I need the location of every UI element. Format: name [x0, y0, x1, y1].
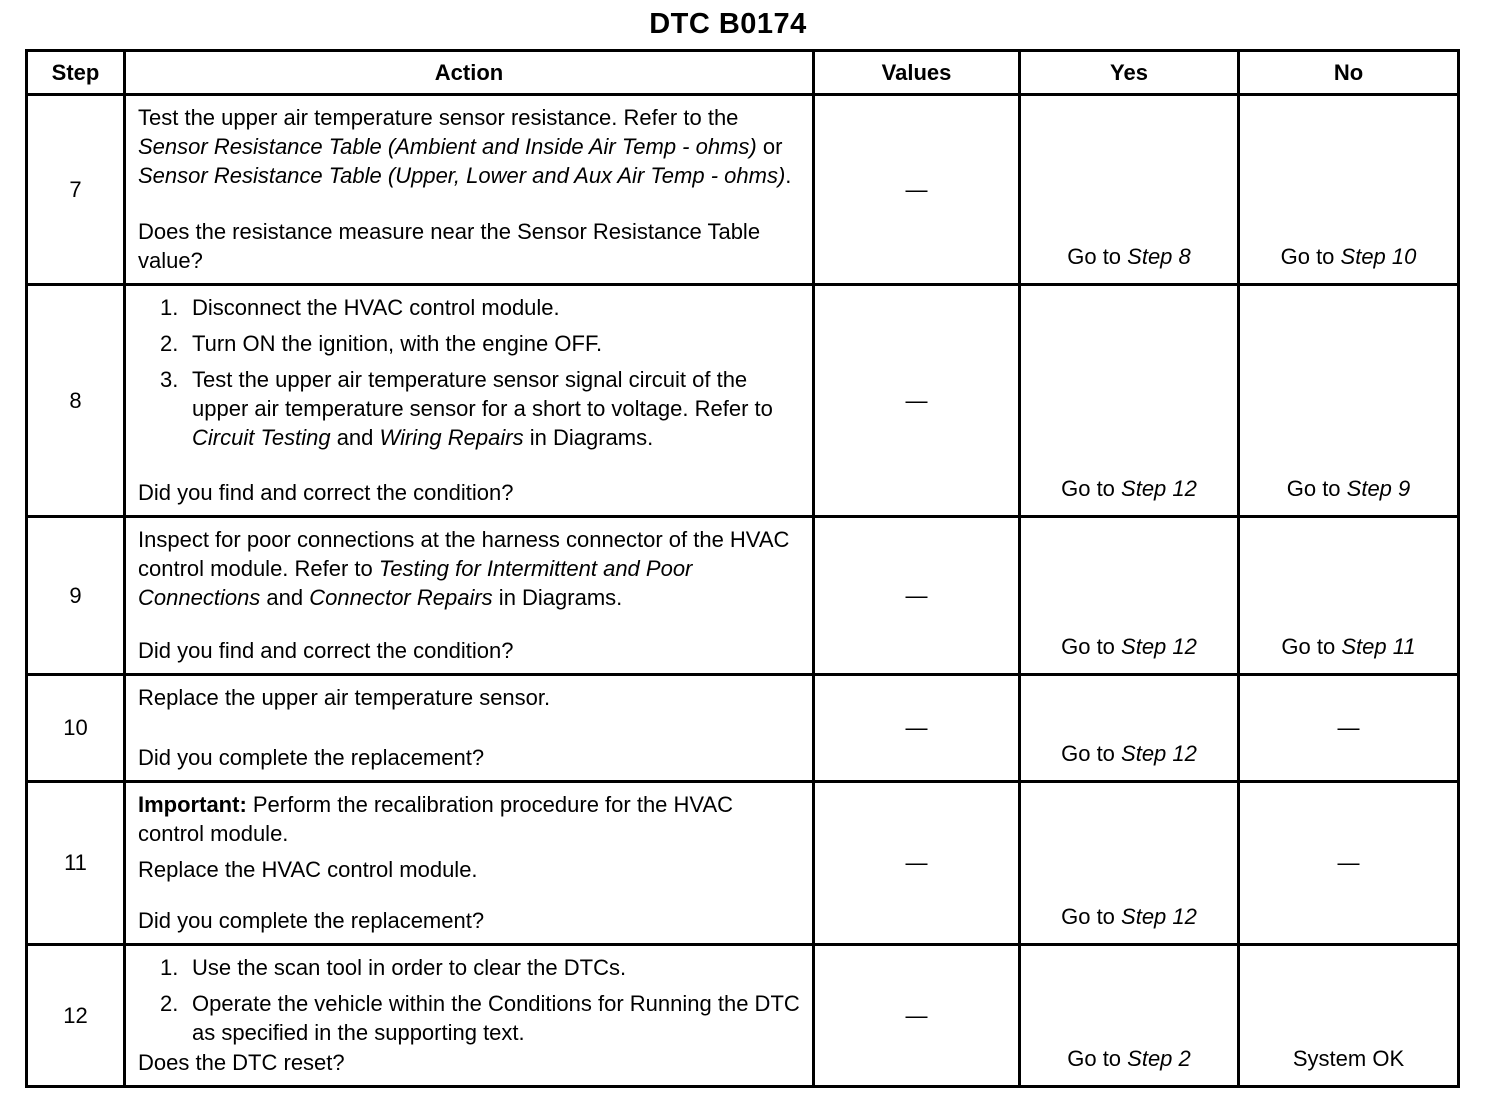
goto-step-italic: Step 11	[1341, 634, 1416, 659]
list-item	[138, 365, 800, 452]
action-question: Does the resistance measure near the Sensor Resistance Table value?	[138, 219, 761, 273]
goto-prefix: Go to	[1061, 904, 1122, 929]
goto-step-italic: Step 12	[1121, 634, 1197, 659]
values-cell	[814, 945, 1020, 1087]
action-steps-list	[138, 293, 800, 452]
values-cell	[814, 675, 1020, 782]
action-steps-list	[138, 953, 800, 1047]
goto-step-italic: Step 12	[1121, 904, 1197, 929]
text-segment: or	[756, 134, 783, 159]
goto-prefix: Go to	[1061, 634, 1122, 659]
goto-step-italic: Step 12	[1121, 476, 1197, 501]
step-number: 7	[27, 95, 125, 285]
yes-goto	[1067, 1046, 1191, 1071]
list-item-text	[192, 365, 800, 452]
list-item-number: 1.	[160, 955, 179, 980]
yes-cell	[1020, 285, 1239, 517]
column-header-no: No	[1239, 51, 1459, 95]
yes-goto	[1061, 476, 1197, 501]
yes-goto	[1061, 904, 1197, 929]
goto-prefix: Go to	[1061, 741, 1122, 766]
reference-italic: Testing for Intermittent and Poor Connections	[138, 556, 693, 610]
text-segment: Inspect for poor connections at the harness connector of the HVAC control module. Refer to	[138, 527, 790, 581]
action-cell	[125, 945, 814, 1087]
reference-italic: Connector Repairs	[309, 585, 493, 610]
table-row-step-10	[27, 675, 1459, 782]
action-question: Did you find and correct the condition?	[138, 480, 514, 505]
action-question: Did you find and correct the condition?	[138, 638, 514, 663]
no-cell	[1239, 782, 1459, 945]
action-text	[138, 103, 800, 190]
list-item	[138, 293, 800, 322]
no-cell	[1239, 517, 1459, 675]
text-segment: Test the upper air temperature sensor resistance. Refer to the	[138, 105, 739, 130]
list-item-number: 2.	[160, 331, 179, 356]
text-segment: in Diagrams.	[523, 425, 654, 450]
step-number: 10	[27, 675, 125, 782]
action-important-note	[138, 790, 800, 848]
values-dash: —	[905, 387, 928, 413]
column-header-step: Step	[27, 51, 125, 95]
goto-prefix: Go to	[1061, 476, 1122, 501]
action-text: Replace the upper air temperature sensor.	[138, 685, 551, 710]
goto-step-italic: Step 12	[1121, 741, 1197, 766]
text-segment: in Diagrams.	[492, 585, 623, 610]
list-item-number: 1.	[160, 295, 179, 320]
no-cell	[1239, 675, 1459, 782]
column-header-values: Values	[814, 51, 1020, 95]
action-cell	[125, 675, 814, 782]
table-row-step-9	[27, 517, 1459, 675]
action-cell	[125, 517, 814, 675]
action-text	[138, 525, 800, 612]
step-number: 11	[27, 782, 125, 945]
yes-cell	[1020, 95, 1239, 285]
no-goto	[1281, 244, 1417, 269]
reference-italic: Sensor Resistance Table (Ambient and Inside Air Temp - ohms)	[138, 134, 757, 159]
values-cell	[814, 95, 1020, 285]
action-cell	[125, 782, 814, 945]
no-goto	[1287, 476, 1411, 501]
values-dash: —	[905, 850, 928, 875]
values-dash: —	[905, 1002, 928, 1028]
text-segment: and	[330, 425, 380, 450]
action-question: Did you complete the replacement?	[138, 745, 485, 770]
list-item-number: 3.	[160, 367, 179, 392]
action-text-group	[138, 790, 800, 884]
no-goto	[1281, 634, 1415, 659]
action-question: Does the DTC reset?	[138, 1050, 345, 1075]
reference-italic: Sensor Resistance Table (Upper, Lower and Aux Air Temp - ohms)	[138, 163, 786, 188]
values-cell	[814, 782, 1020, 945]
no-cell	[1239, 95, 1459, 285]
list-item	[138, 329, 800, 358]
values-cell	[814, 517, 1020, 675]
table-row-step-8	[27, 285, 1459, 517]
reference-italic: Circuit Testing	[192, 425, 331, 450]
no-dash: —	[1337, 715, 1360, 740]
table-row-step-7	[27, 95, 1459, 285]
yes-goto	[1061, 741, 1197, 766]
header-row	[27, 51, 1459, 95]
action-cell	[125, 95, 814, 285]
yes-cell	[1020, 675, 1239, 782]
list-item	[138, 989, 800, 1047]
goto-step-italic: Step 8	[1127, 244, 1191, 269]
yes-goto	[1067, 244, 1191, 269]
step-number: 9	[27, 517, 125, 675]
values-dash: —	[905, 176, 928, 202]
yes-cell	[1020, 945, 1239, 1087]
goto-step-italic: Step 9	[1346, 476, 1411, 501]
goto-prefix: Go to	[1067, 1046, 1128, 1071]
goto-prefix: Go to	[1286, 476, 1347, 501]
column-header-action: Action	[125, 51, 814, 95]
values-cell	[814, 285, 1020, 517]
goto-prefix: Go to	[1281, 634, 1342, 659]
table-row-step-12	[27, 945, 1459, 1087]
step-number: 8	[27, 285, 125, 517]
action-text: Replace the HVAC control module.	[138, 857, 478, 882]
list-item-text: Turn ON the ignition, with the engine OFF.	[192, 331, 603, 356]
text-segment: and	[260, 585, 310, 610]
reference-italic: Wiring Repairs	[379, 425, 524, 450]
text-segment: Perform the recalibration procedure for the HVAC control module.	[138, 792, 734, 846]
list-item-text: Disconnect the HVAC control module.	[192, 295, 560, 320]
action-question: Did you complete the replacement?	[138, 908, 485, 933]
yes-cell	[1020, 782, 1239, 945]
dtc-diagnostic-table	[25, 49, 1460, 1088]
no-result: System OK	[1292, 1046, 1405, 1071]
goto-prefix: Go to	[1280, 244, 1341, 269]
list-item	[138, 953, 800, 982]
goto-step-italic: Step 10	[1340, 244, 1417, 269]
column-header-yes: Yes	[1020, 51, 1239, 95]
list-item-text: Operate the vehicle within the Conditions for Running the DTC as specified in the supporting text.	[192, 991, 800, 1045]
table-row-step-11	[27, 782, 1459, 945]
no-cell	[1239, 285, 1459, 517]
yes-goto	[1061, 634, 1197, 659]
important-label: Important:	[138, 792, 247, 817]
text-segment: Test the upper air temperature sensor signal circuit of the upper air temperature sensor for a short to voltage. Refer to	[192, 367, 773, 421]
no-dash: —	[1337, 850, 1360, 875]
text-segment: .	[785, 163, 792, 188]
yes-cell	[1020, 517, 1239, 675]
page-title: DTC B0174	[649, 8, 807, 40]
step-number: 12	[27, 945, 125, 1087]
goto-step-italic: Step 2	[1127, 1046, 1191, 1071]
action-cell	[125, 285, 814, 517]
list-item-text: Use the scan tool in order to clear the DTCs.	[192, 955, 627, 980]
no-cell	[1239, 945, 1459, 1087]
goto-prefix: Go to	[1067, 244, 1128, 269]
values-dash: —	[905, 582, 928, 608]
list-item-number: 2.	[160, 991, 179, 1016]
values-dash: —	[905, 715, 928, 740]
